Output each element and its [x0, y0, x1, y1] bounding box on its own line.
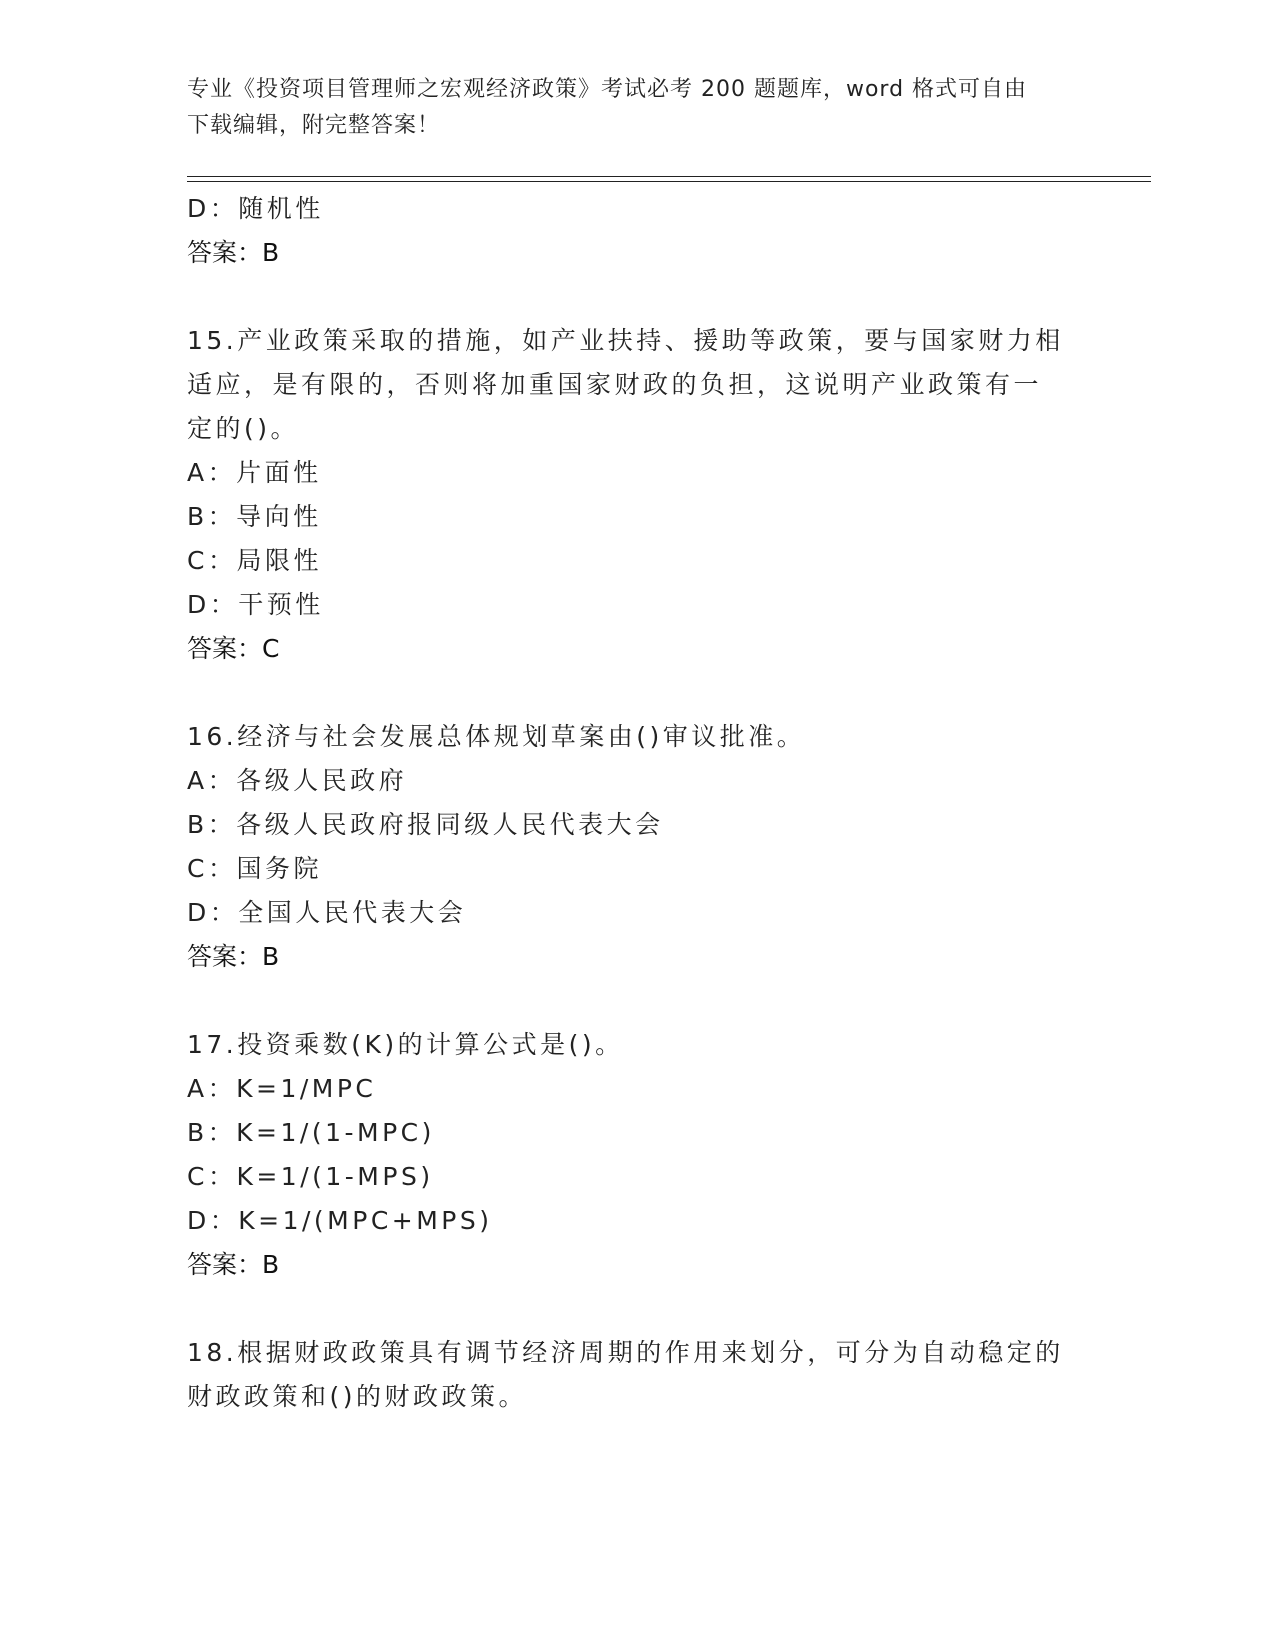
header-title-line-2: 下载编辑，附完整答案！: [187, 113, 441, 138]
q16-text-line-1: 16.经济与社会发展总体规划草案由()审议批准。: [187, 722, 806, 751]
q17-text-line-1: 17.投资乘数(K)的计算公式是()。: [187, 1030, 624, 1059]
q17-option-a: A：K=1/MPC: [187, 1074, 377, 1103]
q17-option-d: D：K=1/(MPC+MPS): [187, 1206, 493, 1235]
header-divider-top: [187, 176, 1151, 177]
q17-answer: 答案：B: [187, 1250, 280, 1279]
q15-option-b: B：导向性: [187, 502, 322, 531]
q16-answer: 答案：B: [187, 942, 280, 971]
q15-text-line-3: 定的()。: [187, 414, 300, 443]
q17-option-c: C：K=1/(1-MPS): [187, 1162, 434, 1191]
q15-option-c: C：局限性: [187, 546, 322, 575]
q15-option-a: A：片面性: [187, 458, 322, 487]
document-header: [187, 72, 1067, 144]
prev-option-d: D：随机性: [187, 194, 324, 223]
header-title-line-1: 专业《投资项目管理师之宏观经济政策》考试必考 200 题题库，word 格式可自由: [187, 77, 1028, 102]
q15-answer: 答案：C: [187, 634, 280, 663]
q15-text-line-1: 15.产业政策采取的措施，如产业扶持、援助等政策，要与国家财力相: [187, 326, 1064, 355]
q15-option-d: D：干预性: [187, 590, 324, 619]
q17-option-b: B：K=1/(1-MPC): [187, 1118, 435, 1147]
q16-option-c: C：国务院: [187, 854, 322, 883]
q18-text-line-2: 财政政策和()的财政政策。: [187, 1382, 528, 1411]
q16-option-d: D：全国人民代表大会: [187, 898, 467, 927]
header-divider-bottom: [187, 181, 1151, 182]
prev-answer: 答案：B: [187, 238, 280, 267]
q18-text-line-1: 18.根据财政政策具有调节经济周期的作用来划分，可分为自动稳定的: [187, 1338, 1064, 1367]
q16-option-b: B：各级人民政府报同级人民代表大会: [187, 810, 664, 839]
q15-text-line-2: 适应，是有限的，否则将加重国家财政的负担，这说明产业政策有一: [187, 370, 1043, 399]
q16-option-a: A：各级人民政府: [187, 766, 408, 795]
